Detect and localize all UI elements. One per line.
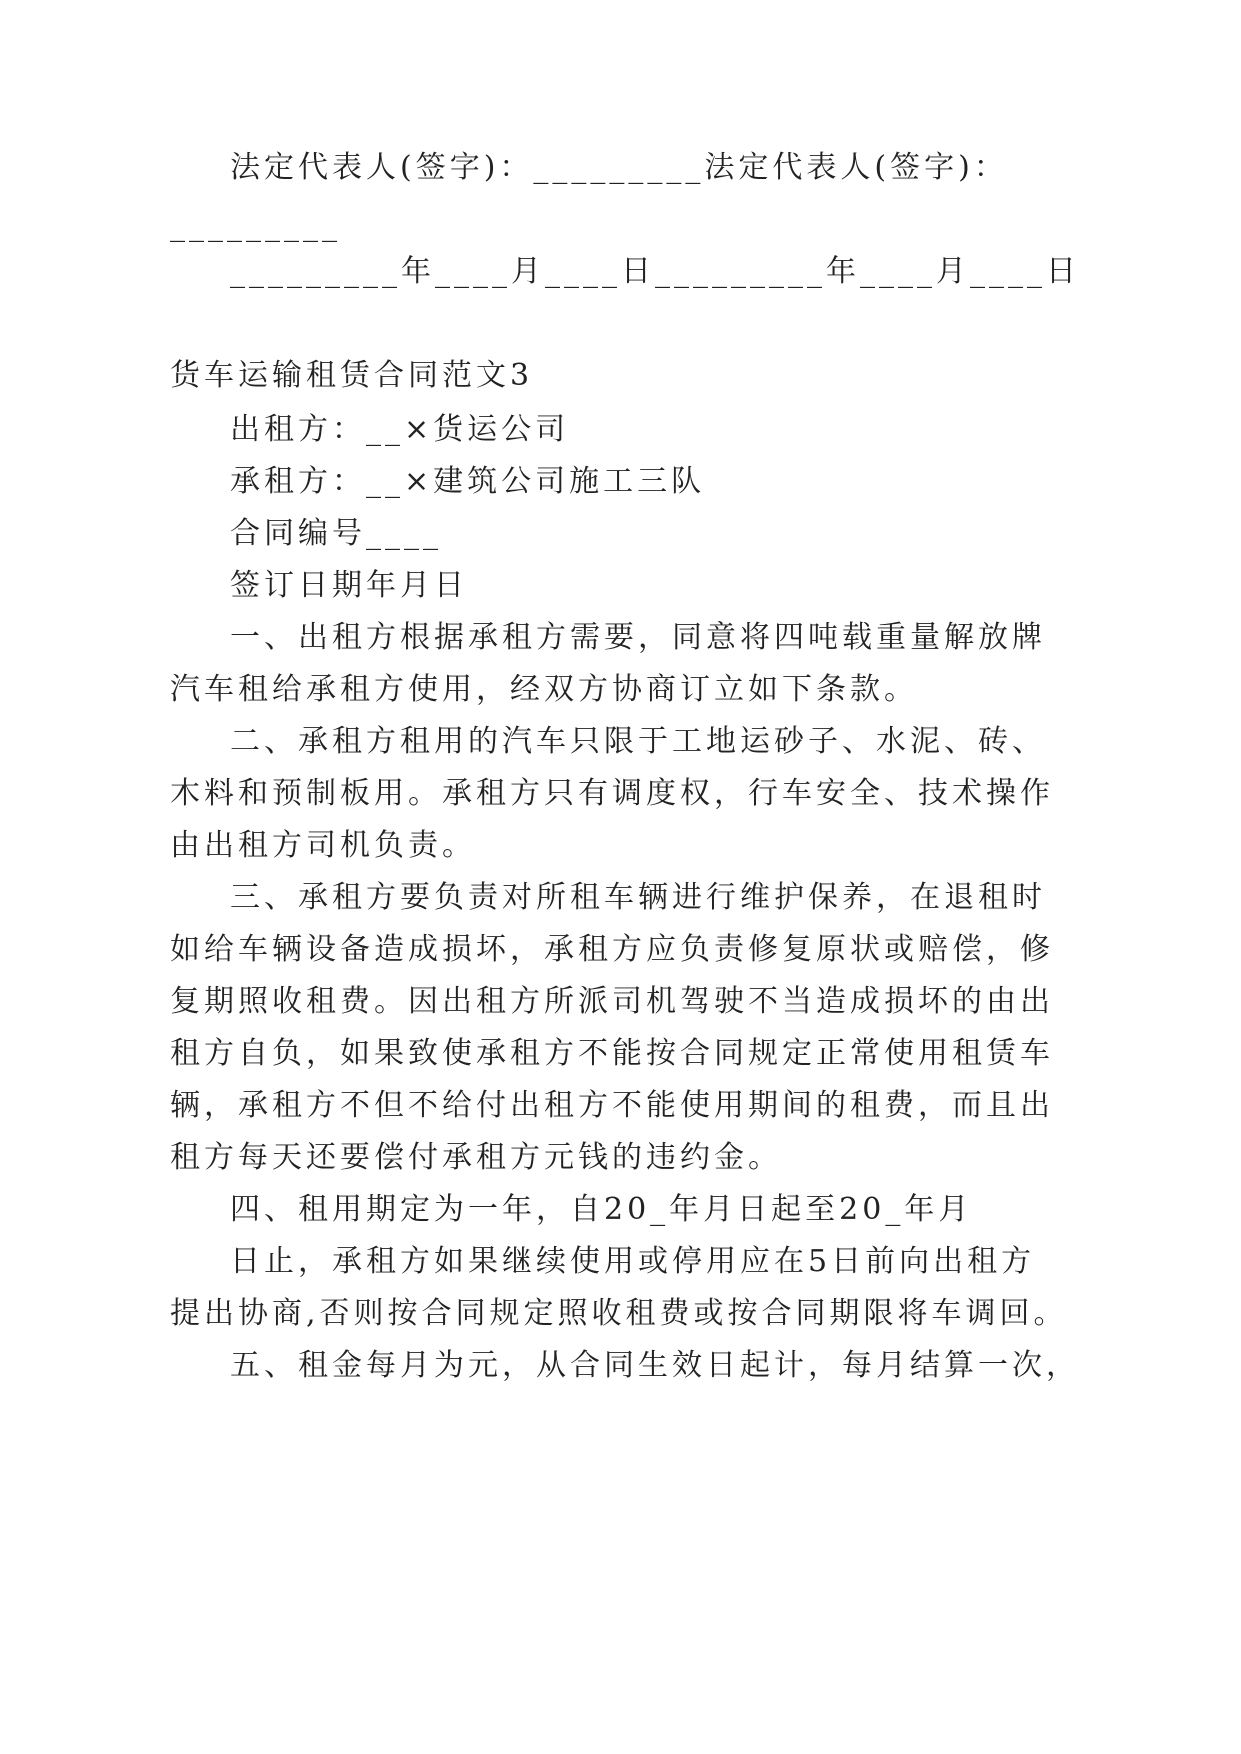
contract-number-line: 合同编号____	[230, 516, 442, 551]
signature-line: 法定代表人(签字)：_________法定代表人(签字)：	[230, 150, 1008, 185]
clause-3-line-2: 如给车辆设备造成损坏，承租方应负责修复原状或赔偿，修	[170, 932, 1054, 967]
signature-blank: _________	[170, 208, 341, 243]
clause-3-line-6: 租方每天还要偿付承租方元钱的违约金。	[170, 1140, 782, 1175]
clause-3-line-1: 三、承租方要负责对所租车辆进行维护保养，在退租时	[230, 880, 1046, 915]
lessor-line: 出租方：__×货运公司	[230, 412, 570, 447]
document-title: 货车运输租赁合同范文3	[170, 358, 534, 393]
clause-3-line-3: 复期照收租费。因出租方所派司机驾驶不当造成损坏的由出	[170, 984, 1054, 1019]
clause-5-line-1: 五、租金每月为元，从合同生效日起计，每月结算一次，	[230, 1348, 1080, 1383]
clause-2-line-3: 由出租方司机负责。	[170, 828, 476, 863]
clause-1-line-1: 一、出租方根据承租方需要，同意将四吨载重量解放牌	[230, 620, 1046, 655]
clause-3-line-4: 租方自负，如果致使承租方不能按合同规定正常使用租赁车	[170, 1036, 1054, 1071]
lessee-line: 承租方：__×建筑公司施工三队	[230, 464, 706, 499]
clause-4-line-2: 日止，承租方如果继续使用或停用应在5日前向出租方	[230, 1244, 1036, 1279]
clause-2-line-2: 木料和预制板用。承租方只有调度权，行车安全、技术操作	[170, 776, 1054, 811]
clause-4-line-3: 提出协商,否则按合同规定照收租费或按合同期限将车调回。	[170, 1296, 1068, 1331]
sign-date-line: 签订日期年月日	[230, 568, 468, 603]
clause-2-line-1: 二、承租方租用的汽车只限于工地运砂子、水泥、砖、	[230, 724, 1046, 759]
clause-1-line-2: 汽车租给承租方使用，经双方协商订立如下条款。	[170, 672, 918, 707]
clause-4-line-1: 四、租用期定为一年，自20_年月日起至20_年月	[230, 1192, 973, 1227]
date-line: _________年____月____日_________年____月____日	[230, 254, 1080, 289]
clause-3-line-5: 辆，承租方不但不给付出租方不能使用期间的租费，而且出	[170, 1088, 1054, 1123]
